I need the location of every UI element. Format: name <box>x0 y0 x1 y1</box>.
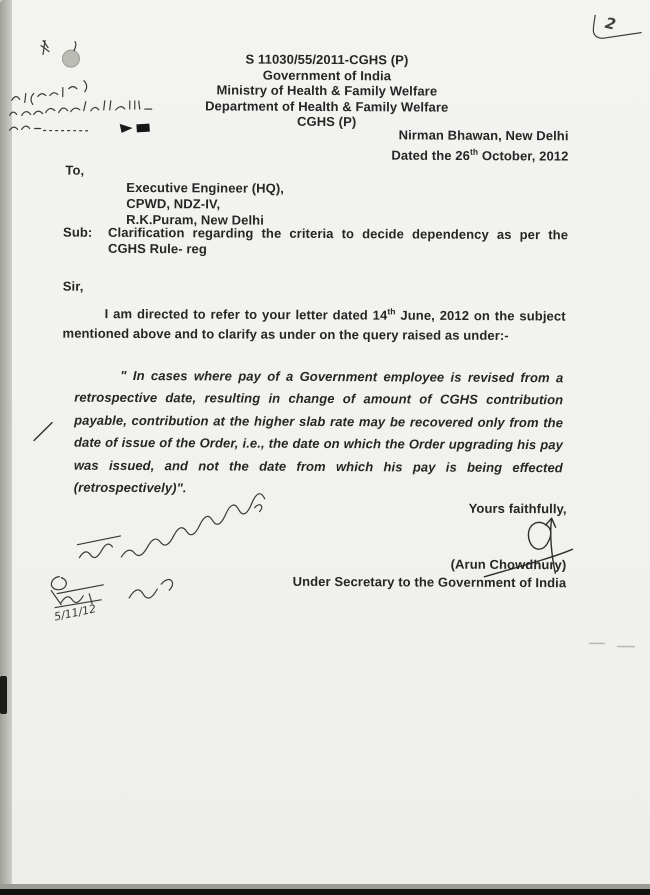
quoted-clarification: " In cases where pay of a Government employee is revised from a retrospective date, resulting in change of amount of CGHS contribution payable, contribution at the higher slab rate may be recovered only from the date of issue of the Order, i.e., the date on which the Order upgrading his pay was issued, and not the date from which his pay is being effected (retrospectively)". <box>73 367 564 496</box>
signatory-name: (Arun Chowdhury) <box>450 556 567 573</box>
note-line-3 <box>10 126 41 130</box>
org-name: Government of India <box>262 67 392 83</box>
valediction: Yours faithfully, <box>468 500 567 517</box>
endorsement-overline <box>77 536 120 545</box>
reference-number: S 11030/55/2011-CGHS (P) <box>245 51 409 68</box>
endorsement-underline-1 <box>57 585 103 594</box>
note-ink-blot-2 <box>136 124 149 133</box>
date-line: Dated the 26th October, 2012 <box>391 146 569 164</box>
recipient-address <box>126 180 284 229</box>
endorsement-line-main <box>121 493 264 558</box>
signature-loop <box>528 522 551 549</box>
endorsement-initials <box>51 577 66 605</box>
dateline <box>391 127 568 164</box>
subject-label: Sub: <box>63 224 93 240</box>
ministry-name: Ministry of Health & Family Welfare <box>216 82 438 99</box>
to-label: To, <box>65 162 85 178</box>
endorsement-date: 5/11/12 <box>53 602 98 624</box>
body-paragraph: I am directed to refer to your letter dated 14th June, 2012 on the subject mentioned above and to clarify as under on the query raised as under:- <box>62 306 566 344</box>
page-number-bracket <box>593 15 641 38</box>
signatory-title: Under Secretary to the Government of India <box>292 573 567 591</box>
stray-dashes <box>589 643 635 646</box>
subject-row <box>63 225 568 260</box>
recipient-line: CPWD, NDZ-IV, <box>126 196 221 212</box>
department-name: Department of Health & Family Welfare <box>205 97 449 115</box>
note-line-2 <box>10 100 152 116</box>
handwritten-office-note <box>6 84 181 140</box>
endorsement-word <box>79 544 112 558</box>
punch-hole-tail <box>74 42 76 51</box>
page-number-annotation <box>582 5 648 47</box>
tick-stroke <box>34 422 52 440</box>
section-name: CGHS (P) <box>296 113 357 130</box>
subject-text: Clarification regarding the criteria to decide dependency as per the CGHS Rule- reg <box>107 224 569 257</box>
note-line-1 <box>12 80 87 104</box>
place-line: Nirman Bhawan, New Delhi <box>398 127 569 144</box>
handwritten-endorsement <box>21 492 282 628</box>
recipient-line: R.K.Puram, New Delhi <box>126 212 264 229</box>
note-ink-blot-1 <box>120 124 133 133</box>
page-number-digit: 2 <box>603 13 618 34</box>
endorsement-line-tail <box>255 505 262 512</box>
pen-tick-mark <box>30 418 56 444</box>
ordinal-suffix: th <box>469 146 479 157</box>
stray-marks <box>587 637 647 651</box>
salutation: Sir, <box>62 278 84 294</box>
ordinal-suffix: th <box>387 306 396 317</box>
endorsement-flourish <box>129 579 172 598</box>
recipient-line: Executive Engineer (HQ), <box>126 179 285 196</box>
